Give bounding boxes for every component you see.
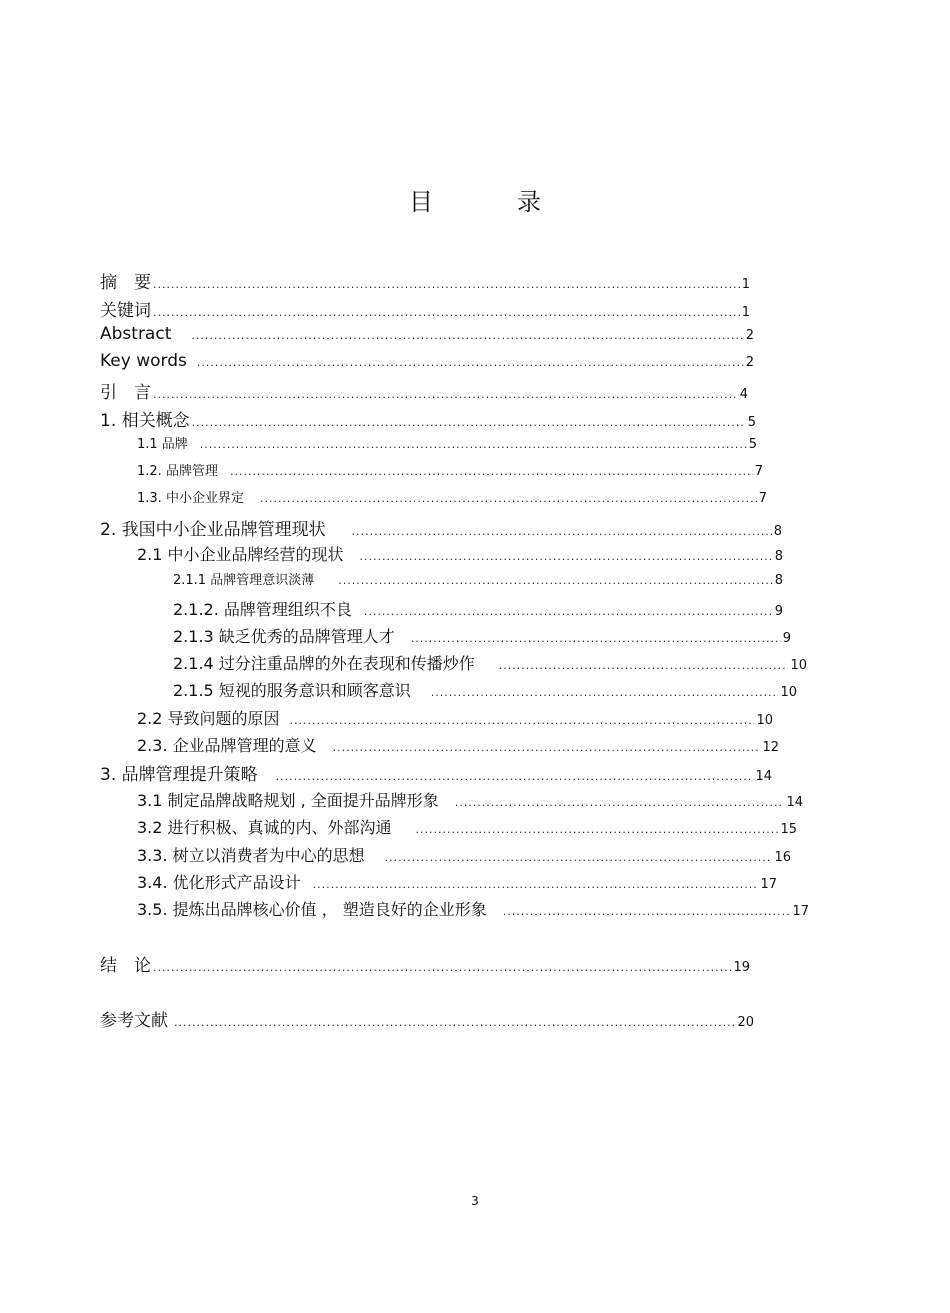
toc-entry-label: 3.2 进行积极、真诚的内、外部沟通	[137, 818, 392, 837]
toc-leader	[191, 329, 743, 342]
page-number: 3	[471, 1194, 479, 1208]
toc-entry-2-1-1[interactable]	[173, 569, 783, 593]
toc-title: 目 录	[409, 188, 571, 216]
toc-entry-label: 3.1 制定品牌战略规划 , 全面提升品牌形象	[137, 791, 439, 810]
toc-entry-2-1[interactable]	[137, 542, 783, 566]
toc-entry-label: 3.5. 提炼出品牌核心价值 ， 塑造良好的企业形象	[137, 900, 487, 919]
toc-leader	[499, 659, 789, 672]
toc-entry-label: 2.1.2. 品牌管理组织不良	[173, 600, 352, 619]
toc-entry-page: 8	[773, 524, 782, 539]
toc-leader	[364, 605, 773, 618]
toc-entry-references[interactable]	[100, 1006, 754, 1030]
toc-entry-3-3[interactable]	[137, 843, 791, 867]
toc-entry-conclusion[interactable]	[100, 951, 750, 975]
toc-leader	[153, 306, 740, 319]
toc-entry-page: 17	[792, 904, 809, 919]
toc-entry-label: 关键词	[100, 301, 151, 321]
toc-entry-3-2[interactable]	[137, 815, 797, 839]
toc-entry-page: 10	[780, 685, 797, 700]
toc-entry-page: 2	[745, 328, 754, 343]
toc-entry-label: 参考文献	[100, 1011, 168, 1031]
toc-entry-3-1[interactable]	[137, 788, 803, 812]
toc-entry-keywords-en[interactable]	[100, 351, 754, 375]
toc-entry-label: Abstract	[100, 324, 172, 344]
toc-entry-1-1[interactable]	[137, 433, 757, 457]
toc-leader	[260, 492, 757, 505]
toc-entry-page: 10	[756, 713, 773, 728]
toc-entry-label: 2. 我国中小企业品牌管理现状	[100, 520, 326, 540]
toc-entry-page: 8	[774, 573, 783, 588]
toc-entry-page: 8	[774, 549, 783, 564]
toc-entry-page: 1	[741, 305, 750, 320]
toc-entry-label: 2.3. 企业品牌管理的意义	[137, 736, 317, 755]
toc-leader	[197, 356, 744, 369]
toc-entry-label: 2.1 中小企业品牌经营的现状	[137, 545, 344, 564]
toc-entry-label: 3.4. 优化形式产品设计	[137, 873, 301, 892]
toc-entry-2-1-4[interactable]	[173, 651, 807, 675]
toc-entry-2-2[interactable]	[137, 706, 773, 730]
toc-leader	[360, 550, 773, 563]
toc-leader	[333, 741, 761, 754]
toc-entry-1-3[interactable]	[137, 487, 767, 511]
toc-entry-page: 1	[741, 277, 750, 292]
toc-leader	[153, 278, 740, 291]
toc-entry-label: 3.3. 树立以消费者为中心的思想	[137, 846, 365, 865]
toc-entry-page: 5	[747, 415, 756, 430]
toc-entry-2[interactable]	[100, 515, 782, 539]
toc-entry-label: Key words	[100, 351, 187, 371]
toc-entry-1[interactable]	[100, 406, 756, 430]
toc-entry-page: 15	[780, 822, 797, 837]
toc-entry-page: 16	[774, 850, 791, 865]
toc-leader	[503, 905, 791, 918]
toc-entry-page: 7	[754, 464, 763, 479]
toc-leader	[338, 574, 773, 587]
toc-entry-page: 20	[737, 1015, 754, 1030]
toc-leader	[276, 770, 754, 783]
toc-leader	[416, 823, 779, 836]
toc-entry-page: 17	[760, 877, 777, 892]
toc-entry-page: 7	[758, 491, 767, 506]
toc-leader	[352, 525, 772, 538]
toc-entry-label: 3. 品牌管理提升策略	[100, 765, 258, 785]
toc-entry-keywords-cn[interactable]	[100, 296, 750, 320]
toc-entry-label: 1.1 品牌	[137, 437, 188, 452]
toc-entry-label: 摘 要	[100, 273, 151, 293]
toc-entry-page: 19	[733, 960, 750, 975]
toc-entry-label: 1. 相关概念	[100, 411, 190, 431]
toc-entry-abstract-en[interactable]	[100, 324, 754, 348]
toc-entry-page: 14	[755, 769, 772, 784]
toc-entry-label: 2.2 导致问题的原因	[137, 709, 280, 728]
toc-entry-2-3[interactable]	[137, 733, 779, 757]
toc-leader	[411, 632, 781, 645]
toc-leader	[290, 714, 755, 727]
toc-leader	[385, 851, 773, 864]
toc-leader	[200, 438, 747, 451]
toc-leader	[174, 1016, 735, 1029]
toc-entry-3[interactable]	[100, 760, 772, 784]
toc-entry-label: 2.1.1 品牌管理意识淡薄	[173, 573, 315, 588]
toc-entry-page: 2	[745, 355, 754, 370]
toc-leader	[192, 416, 746, 429]
toc-entry-page: 4	[739, 387, 748, 402]
toc-entry-label: 2.1.3 缺乏优秀的品牌管理人才	[173, 627, 395, 646]
toc-entry-3-5[interactable]	[137, 897, 809, 921]
toc-entry-label: 1.3. 中小企业界定	[137, 491, 244, 506]
toc-entry-label: 2.1.5 短视的服务意识和顾客意识	[173, 681, 411, 700]
toc-entry-page: 9	[782, 631, 791, 646]
toc-leader	[313, 878, 759, 891]
toc-entry-label: 2.1.4 过分注重品牌的外在表现和传播炒作	[173, 654, 475, 673]
toc-entry-label: 结 论	[100, 956, 151, 976]
toc-entry-page: 14	[786, 795, 803, 810]
toc-entry-2-1-5[interactable]	[173, 678, 797, 702]
toc-leader	[431, 686, 779, 699]
toc-leader	[455, 796, 785, 809]
toc-entry-page: 9	[774, 604, 783, 619]
toc-leader	[153, 961, 731, 974]
toc-entry-page: 5	[748, 437, 757, 452]
toc-entry-introduction[interactable]	[100, 378, 748, 402]
toc-entry-1-2[interactable]	[137, 460, 763, 484]
toc-entry-2-1-3[interactable]	[173, 624, 791, 648]
toc-entry-3-4[interactable]	[137, 870, 777, 894]
toc-entry-2-1-2[interactable]	[173, 597, 783, 621]
toc-entry-abstract-cn[interactable]	[100, 268, 750, 292]
toc-entry-page: 12	[762, 740, 779, 755]
toc-entry-label: 1.2. 品牌管理	[137, 464, 218, 479]
toc-leader	[230, 465, 753, 478]
toc-entry-label: 引 言	[100, 383, 151, 403]
toc-leader	[153, 388, 738, 401]
toc-entry-page: 10	[790, 658, 807, 673]
